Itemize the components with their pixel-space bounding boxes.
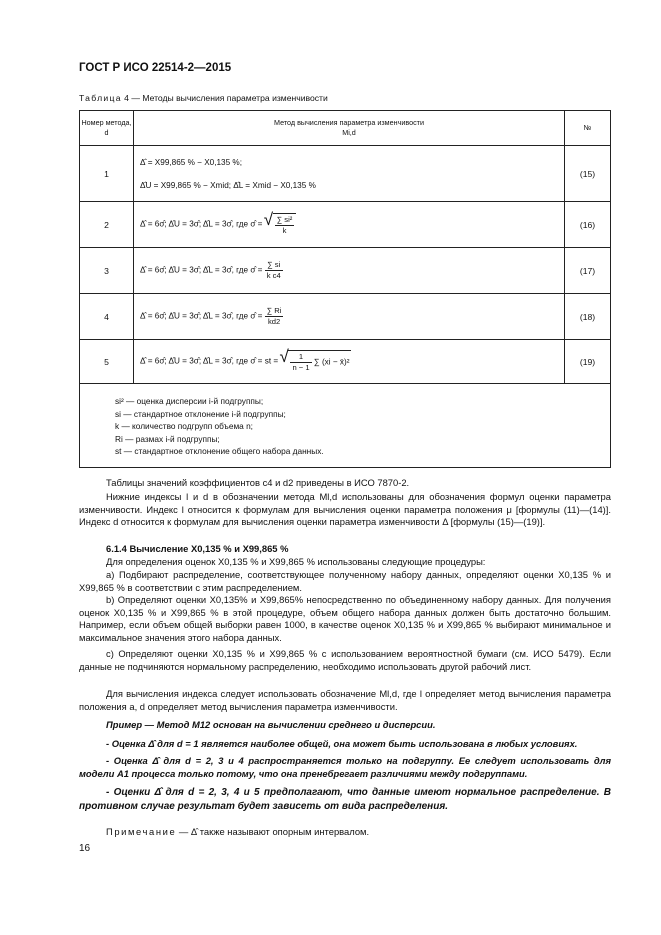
section-heading: 6.1.4 Вычисление X0,135 % и X99,865 % [106, 543, 289, 554]
method-cell: 5 [80, 340, 134, 384]
col-eq-number: № [565, 111, 611, 146]
fraction-den: kd2 [267, 317, 281, 326]
col-method-number: Номер метода, d [80, 111, 134, 146]
paragraph: Нижние индексы l и d в обозначении метода Ml,d использованы для обозначения формул оценки параметра изменчивости. Индекс l относится к формулам для вычисления оценки параметра положения μ [формулы (11)—(14)]. Индекс d относится к формулам для вычисления оценки параметра изменчивости Δ [формулы (15)—(19)]. [79, 491, 611, 528]
paragraph: Для вычисления индекса следует использовать обозначение Ml,d, где l определяет метод вычисления параметра положения a, d определяет метод вычисления параметра изменчивости. [79, 688, 611, 712]
method-cell: 4 [80, 294, 134, 340]
note-line: k — количество подгрупп объема n; [115, 421, 253, 431]
fraction-num: ∑ si [265, 260, 283, 271]
note-label: Примечание [106, 826, 177, 837]
formula-text: Δ̂ = 6σ̂; Δ̂U = 3σ̂; Δ̂L = 3σ̂, где σ̂ = [140, 265, 263, 275]
table-row [80, 146, 611, 202]
method-cell: 1 [80, 146, 134, 202]
fraction-den: n − 1 [292, 363, 310, 372]
fraction-den: k [282, 226, 287, 235]
example: Пример — Метод M12 основан на вычислении среднего и дисперсии. [106, 719, 436, 730]
paragraph: Таблицы значений коэффициентов c4 и d2 приведены в ИСО 7870-2. [106, 477, 410, 488]
table-notes [81, 385, 609, 466]
table-row [80, 294, 611, 340]
fraction-num: √ ∑ si² [276, 215, 293, 224]
fraction [275, 215, 295, 236]
fraction [290, 352, 311, 373]
col-method-line2: Mi,d [342, 128, 356, 137]
fraction-num: ∑ Ri [266, 306, 282, 315]
eq-number: (19) [565, 340, 611, 384]
fraction-num: √ 1 [290, 352, 311, 363]
notes-cell [80, 384, 611, 468]
table-row [80, 248, 611, 294]
eq-number: (17) [565, 248, 611, 294]
paragraph: a) Подбирают распределение, соответствующее полученному набору данных, определяют оценки X0,135 % и X99,865 % в соответствии с этим распределением. [79, 569, 611, 593]
formula-cell [134, 202, 565, 248]
eq-number: (16) [565, 202, 611, 248]
formula-cell [134, 340, 565, 384]
methods-table [79, 110, 611, 468]
table-header-row [80, 111, 611, 146]
table-row [80, 340, 611, 384]
note [79, 826, 611, 839]
document-header: ГОСТ Р ИСО 22514-2—2015 [79, 62, 232, 74]
table-caption-label: Таблица [79, 93, 122, 103]
sqrt-symbol [288, 350, 351, 373]
note-line: Ri — размах i-й подгруппы; [115, 433, 220, 444]
table-caption [79, 93, 328, 103]
note-line: si² — оценка дисперсии i-й подгруппы; [115, 396, 264, 406]
formula-cell [134, 294, 565, 340]
formula-line: Δ̂U = X99,865 % − Xmid; Δ̂L = Xmid − X0,135 % [140, 180, 316, 190]
example: - Оценки Δ̂ для d = 2, 3, 4 и 5 предполагают, что данные имеют нормальное распределение. В противном случае результат будет зависеть от вида распределения. [79, 787, 611, 812]
notes-row [80, 384, 611, 468]
table-row [80, 202, 611, 248]
paragraph: Для определения оценок X0,135 % и X99,865 % использованы следующие процедуры: [106, 556, 486, 567]
col-method [134, 111, 565, 146]
method-cell: 3 [80, 248, 134, 294]
paragraph: b) Определяют оценки X0,135% и X99,865% непосредственно по объединенному набору данных. Для получения оценок X0,135 % и X99,865 % в этой процедуре, объем общего набора данных должен быть достаточно большим. Например, если объем общей выборки равен 1000, в качестве оценок X0,135 % и X99,865 % выбирают минимальное и максимальное значения этого набора данных. [79, 594, 611, 643]
formula-cell [134, 146, 565, 202]
table-caption-text: 4 — Методы вычисления параметра изменчивости [121, 93, 328, 103]
example: - Оценка Δ̂ для d = 1 является наиболее общей, она может быть использована в любых условиях. [106, 738, 578, 749]
col-method-line1: Метод вычисления параметра изменчивости [274, 118, 424, 127]
note-line: si — стандартное отклонение i-й подгруппы; [115, 408, 286, 419]
sum-term: ∑ (xi − x̄)² [313, 357, 350, 367]
page-number: 16 [79, 843, 91, 854]
example: - Оценка Δ̂ для d = 2, 3 и 4 распространяется только на подгруппу. Ее следует использовать для модели A1 процесса только потому, что она пренебрегает различиями между подгруппами. [79, 755, 611, 779]
formula-text: Δ̂ = 6σ̂; Δ̂U = 3σ̂; Δ̂L = 3σ̂, где σ̂ = st = [140, 356, 279, 366]
method-cell: 2 [80, 202, 134, 248]
sqrt-symbol [273, 213, 297, 236]
fraction [265, 306, 284, 327]
formula-line: Δ̂ = X99,865 % − X0,135 %; [140, 157, 242, 167]
fraction [265, 260, 283, 281]
formula-text: Δ̂ = 6σ̂; Δ̂U = 3σ̂; Δ̂L = 3σ̂, где σ̂ = [140, 219, 263, 229]
paragraph: c) Определяют оценки X0,135 % и X99,865 % с использованием вероятностной бумаги (см. ИСО 5479). Если данные не подчиняются нормальному распределению, необходимо использовать другой рабочий лист. [79, 648, 611, 672]
note-line: st — стандартное отклонение общего набора данных. [115, 446, 324, 456]
eq-number: (18) [565, 294, 611, 340]
note-text: — Δ̂ также называют опорным интервалом. [176, 826, 370, 837]
formula-cell [134, 248, 565, 294]
fraction-den: k c4 [266, 271, 281, 280]
eq-number: (15) [565, 146, 611, 202]
formula-text: Δ̂ = 6σ̂; Δ̂U = 3σ̂; Δ̂L = 3σ̂, где σ̂ = [140, 311, 263, 321]
